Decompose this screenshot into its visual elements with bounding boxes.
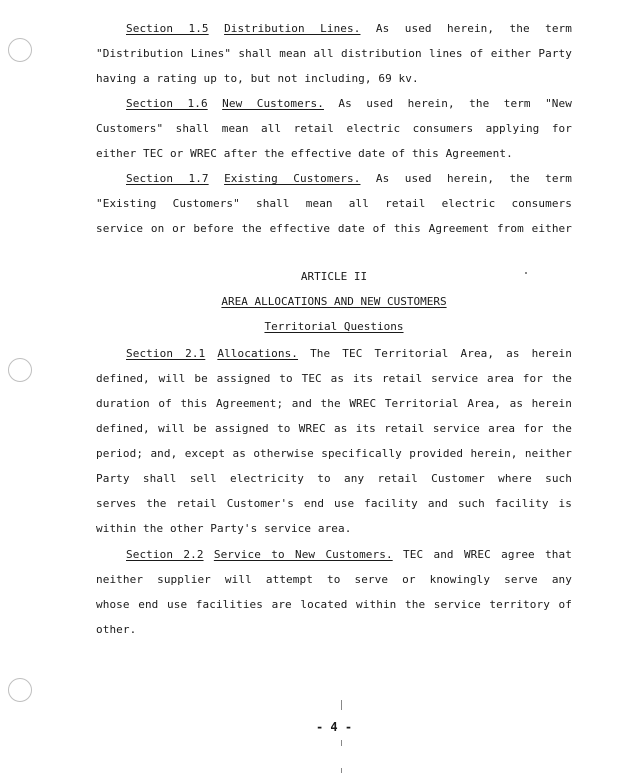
section-heading-line bbox=[96, 16, 572, 41]
scan-artifact bbox=[341, 700, 342, 710]
section-2-2 bbox=[96, 542, 572, 642]
section-2-1 bbox=[96, 341, 572, 541]
section-title: New Customers. bbox=[222, 97, 324, 110]
section-heading-line bbox=[96, 91, 572, 116]
article-title: AREA ALLOCATIONS AND NEW CUSTOMERS bbox=[221, 295, 447, 308]
section-number: Section 1.7 bbox=[126, 172, 209, 185]
section-number: Section 1.5 bbox=[126, 22, 209, 35]
paragraph-line: duration of this Agreement; and the WREC Territorial Area, as herein bbox=[96, 397, 572, 410]
section-heading-line bbox=[96, 341, 572, 366]
paragraph-line: either TEC or WREC after the effective date of this Agreement. bbox=[96, 147, 513, 160]
article-subtitle: Territorial Questions bbox=[264, 320, 404, 333]
binder-hole-bottom bbox=[8, 678, 32, 702]
section-heading-line bbox=[96, 542, 572, 567]
article-number: ARTICLE II bbox=[300, 270, 368, 283]
section-1-5 bbox=[96, 16, 572, 91]
binder-hole-middle bbox=[8, 358, 32, 382]
paragraph-line: defined, will be assigned to TEC as its retail service area for the bbox=[96, 372, 572, 385]
section-text: TEC and WREC agree that bbox=[403, 548, 572, 561]
section-title: Distribution Lines. bbox=[224, 22, 361, 35]
paragraph-line: "Existing Customers" shall mean all retail electric consumers bbox=[96, 197, 572, 210]
section-1-6 bbox=[96, 91, 572, 166]
section-number: Section 2.2 bbox=[126, 548, 204, 561]
paragraph-line: "Distribution Lines" shall mean all distribution lines of either Party bbox=[96, 47, 572, 60]
paragraph-line: defined, will be assigned to WREC as its retail service area for the bbox=[96, 422, 572, 435]
section-number: Section 2.1 bbox=[126, 347, 206, 360]
section-title: Existing Customers. bbox=[224, 172, 361, 185]
paragraph-line: whose end use facilities are located within the service territory of bbox=[96, 598, 572, 611]
paragraph-line: Party shall sell electricity to any retail Customer where such bbox=[96, 472, 572, 485]
paragraph-line: other. bbox=[96, 623, 137, 636]
section-text: As used herein, the term "New bbox=[338, 97, 572, 110]
section-text: As used herein, the term bbox=[375, 172, 572, 185]
paragraph-line: neither supplier will attempt to serve or knowingly serve any bbox=[96, 573, 572, 586]
section-text: As used herein, the term bbox=[375, 22, 572, 35]
paragraph-line: having a rating up to, but not including, 69 kv. bbox=[96, 72, 419, 85]
paragraph-line: serves the retail Customer's end use facility and such facility is bbox=[96, 497, 572, 510]
section-title: Allocations. bbox=[217, 347, 299, 360]
scan-artifact bbox=[341, 740, 342, 746]
section-number: Section 1.6 bbox=[126, 97, 208, 110]
paragraph-line: period; and, except as otherwise specifically provided herein, neither bbox=[96, 447, 572, 460]
section-1-7 bbox=[96, 166, 572, 241]
paragraph-line: Customers" shall mean all retail electric consumers applying for bbox=[96, 122, 572, 135]
section-heading-line bbox=[96, 166, 572, 191]
section-title: Service to New Customers. bbox=[213, 548, 393, 561]
scan-artifact bbox=[525, 272, 527, 274]
binder-hole-top bbox=[8, 38, 32, 62]
scan-artifact bbox=[341, 768, 342, 773]
paragraph-line: within the other Party's service area. bbox=[96, 522, 352, 535]
paragraph-line: service on or before the effective date of this Agreement from either bbox=[96, 222, 572, 235]
section-text: The TEC Territorial Area, as herein bbox=[310, 347, 572, 360]
page-number: - 4 - bbox=[315, 720, 353, 734]
